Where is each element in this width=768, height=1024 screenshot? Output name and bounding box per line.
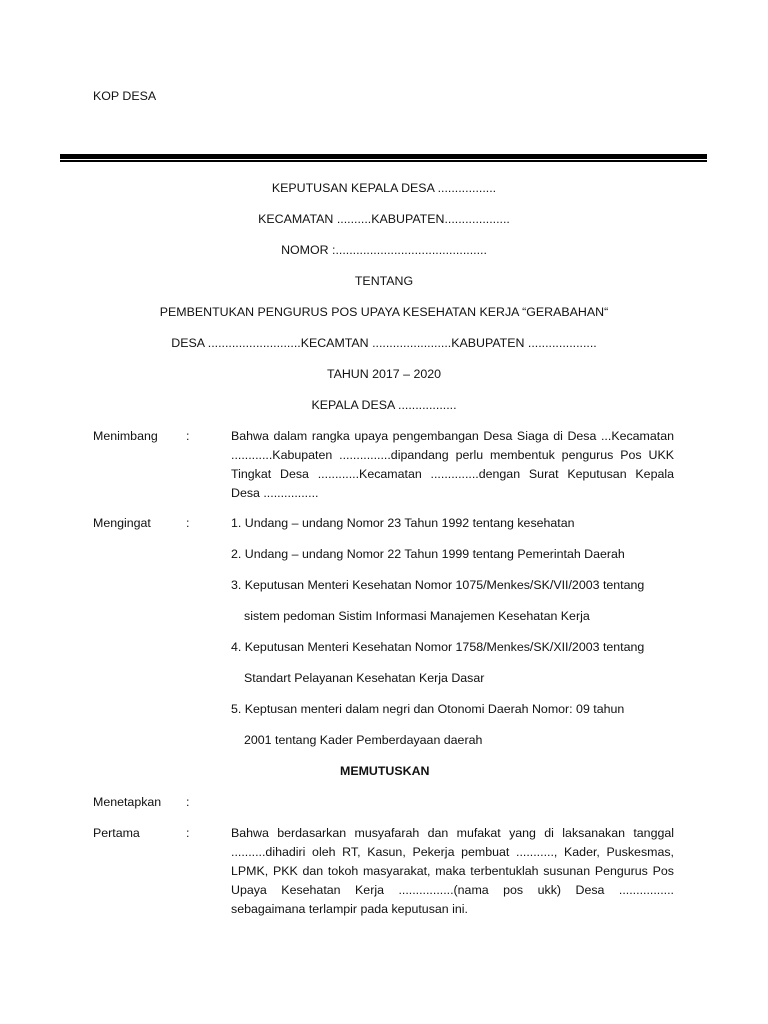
decree-tentang: TENTANG xyxy=(354,274,414,288)
decree-number: NOMOR :............................................ xyxy=(281,243,487,257)
memutuskan-heading: MEMUTUSKAN xyxy=(340,764,430,778)
menetapkan-colon: : xyxy=(186,795,190,809)
pertama-label: Pertama xyxy=(93,826,140,840)
decree-district: KECAMATAN ..........KABUPATEN................... xyxy=(258,212,510,226)
pertama-text: Bahwa berdasarkan musyafarah dan mufakat yang di laksanakan tanggal ..........dihadiri oleh RT, Kasun, Pekerja pembuat ..........., Kader, Puskesmas, LPMK, PKK dan tokoh masyarakat, maka terbentuklah susunan Pengurus Pos Upaya Kesehatan Kerja ................(nama pos ukk) Desa ................ sebagaimana terlampir pada keputusan ini. xyxy=(231,826,674,916)
menetapkan-label: Menetapkan xyxy=(93,795,162,809)
decree-title: KEPUTUSAN KEPALA DESA ................. xyxy=(271,181,497,195)
letterhead-divider-thin xyxy=(60,160,707,162)
mengingat-item-3-cont: sistem pedoman Sistim Informasi Manajemen Kesehatan Kerja xyxy=(244,609,590,623)
pertama-colon: : xyxy=(186,826,190,840)
decree-kepala-desa: KEPALA DESA ................. xyxy=(311,398,457,412)
menimbang-label: Menimbang xyxy=(93,429,158,443)
mengingat-item-1: 1. Undang – undang Nomor 23 Tahun 1992 tentang kesehatan xyxy=(231,516,575,530)
mengingat-item-3: 3. Keputusan Menteri Kesehatan Nomor 1075/Menkes/SK/VII/2003 tentang xyxy=(231,578,645,592)
mengingat-item-4-cont: Standart Pelayanan Kesehatan Kerja Dasar xyxy=(244,671,485,685)
mengingat-item-5-cont: 2001 tentang Kader Pemberdayaan daerah xyxy=(244,733,483,747)
mengingat-item-5: 5. Keptusan menteri dalam negri dan Otonomi Daerah Nomor: 09 tahun xyxy=(231,702,625,716)
mengingat-item-2: 2. Undang – undang Nomor 22 Tahun 1999 tentang Pemerintah Daerah xyxy=(231,547,625,561)
mengingat-label: Mengingat xyxy=(93,516,151,530)
decree-subject: PEMBENTUKAN PENGURUS POS UPAYA KESEHATAN KERJA “GERABAHAN“ xyxy=(159,305,609,319)
menimbang-text: Bahwa dalam rangka upaya pengembangan Desa Siaga di Desa ...Kecamatan ............Kabupaten ...............dipandang perlu membentuk pengurus Pos UKK Tingkat Desa ............Kecamatan ..............dengan Surat Keputusan Kepala Desa ................ xyxy=(231,429,674,500)
menimbang-colon: : xyxy=(186,429,190,443)
decree-location: DESA ...........................KECAMTAN .......................KABUPATEN .................... xyxy=(171,336,597,350)
letterhead-divider-thick xyxy=(60,154,707,159)
decree-period: TAHUN 2017 – 2020 xyxy=(326,367,442,381)
letterhead-placeholder: KOP DESA xyxy=(93,89,157,103)
mengingat-item-4: 4. Keputusan Menteri Kesehatan Nomor 1758/Menkes/SK/XII/2003 tentang xyxy=(231,640,645,654)
mengingat-colon: : xyxy=(186,516,190,530)
